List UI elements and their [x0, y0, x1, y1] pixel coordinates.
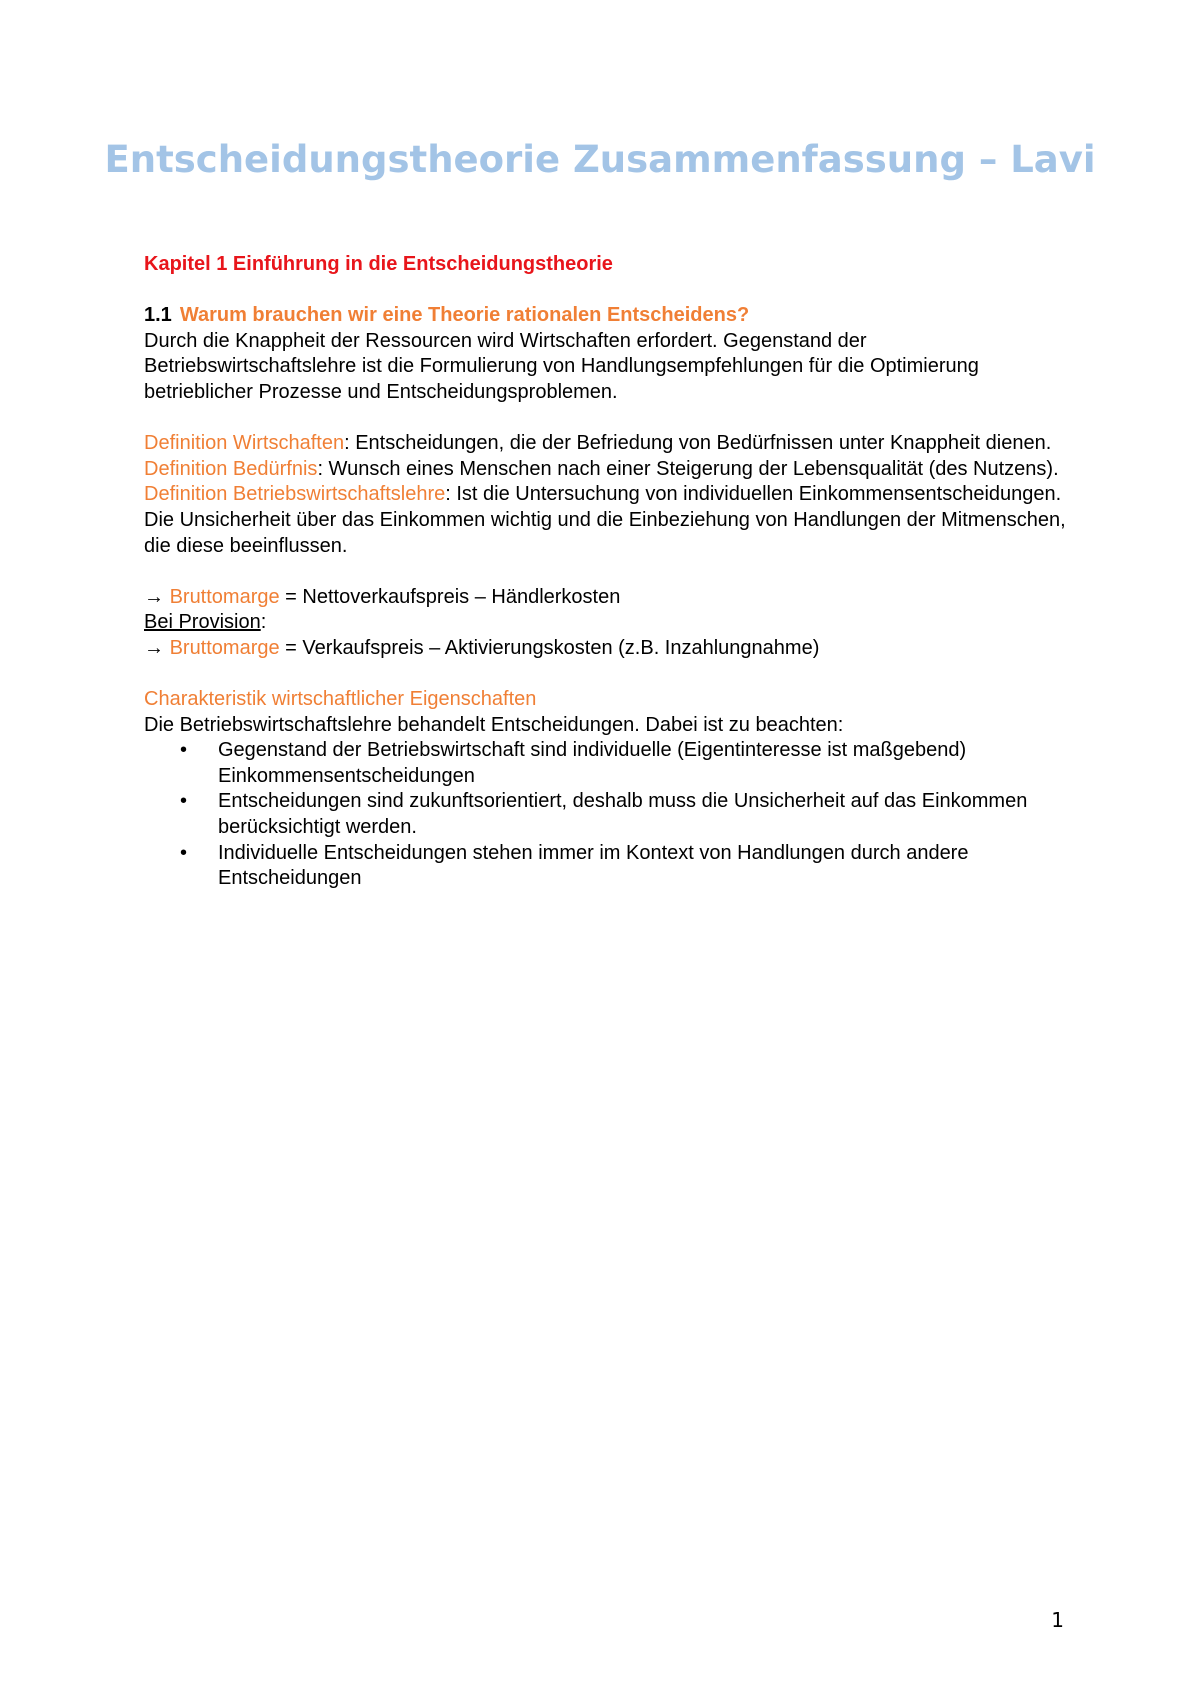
provision-label: Bei Provision — [144, 611, 261, 634]
arrow-icon: → — [144, 585, 164, 608]
chapter-heading: Kapitel 1 Einführung in die Entscheidungstheorie — [144, 253, 613, 275]
section-heading — [144, 303, 1074, 329]
spacer — [144, 406, 1074, 432]
definition-wirtschaften — [144, 431, 1074, 457]
formula-text: = Verkaufspreis – Aktivierungskosten (z.B. Inzahlungnahme) — [279, 636, 820, 659]
list-item — [144, 738, 1074, 789]
spacer — [144, 662, 1074, 688]
characteristics-heading: Charakteristik wirtschaftlicher Eigenschaften — [144, 688, 537, 711]
spacer — [144, 559, 1074, 585]
formula-bruttomarge-1 — [144, 585, 1074, 611]
formula-text: = Nettoverkaufspreis – Händlerkosten — [279, 585, 621, 608]
provision-colon: : — [260, 611, 267, 634]
list-item-text: Entscheidungen sind zukunftsorientiert, deshalb muss die Unsicherheit auf das Einkommen berücksichtigt werden. — [218, 790, 1028, 839]
definition-term: Definition Betriebswirtschaftslehre — [144, 483, 446, 506]
definition-text: : Ist die Untersuchung von individuellen Einkommensentscheidungen. Die Unsicherheit über das Einkommen wichtig und die Einbeziehung von Handlungen der Mitmenschen, die diese beeinflussen. — [144, 483, 1066, 557]
provision-label-line — [144, 610, 1074, 636]
bullet-icon: • — [180, 790, 188, 813]
list-item — [144, 789, 1074, 840]
bullet-icon: • — [180, 841, 188, 864]
section-title: Warum brauchen wir eine Theorie rationalen Entscheidens? — [179, 304, 750, 327]
characteristics-intro: Die Betriebswirtschaftslehre behandelt Entscheidungen. Dabei ist zu beachten: — [144, 713, 844, 736]
section-number: 1.1 — [144, 304, 172, 327]
list-item — [144, 841, 1074, 892]
definition-term: Definition Bedürfnis — [144, 457, 318, 480]
document-body — [144, 252, 1074, 892]
intro-paragraph: Durch die Knappheit der Ressourcen wird Wirtschaften erfordert. Gegenstand der Betriebswirtschaftslehre ist die Formulierung von Handlungsempfehlungen für die Optimierung betrieblicher Prozesse und Entscheidungsproblemen. — [144, 329, 979, 403]
page-number: 1 — [1051, 1608, 1064, 1632]
formula-term: Bruttomarge — [169, 585, 280, 608]
bullet-icon: • — [180, 739, 188, 762]
formula-bruttomarge-2 — [144, 636, 1074, 662]
list-item-text: Gegenstand der Betriebswirtschaft sind individuelle (Eigentinteresse ist maßgebend) Einkommensentscheidungen — [218, 739, 967, 787]
formula-term: Bruttomarge — [169, 636, 280, 659]
definition-term: Definition Wirtschaften — [144, 432, 345, 455]
definition-bwl — [144, 482, 1074, 559]
characteristics-list — [144, 738, 1074, 892]
definition-text: : Entscheidungen, die der Befriedung von Bedürfnissen unter Knappheit dienen. — [344, 432, 1052, 455]
arrow-icon: → — [144, 636, 164, 659]
definition-text: : Wunsch eines Menschen nach einer Steigerung der Lebensqualität (des Nutzens). — [317, 457, 1059, 480]
definition-beduerfnis — [144, 457, 1074, 483]
document-title: Entscheidungstheorie Zusammenfassung – Lavi — [104, 138, 1096, 181]
list-item-text: Individuelle Entscheidungen stehen immer im Kontext von Handlungen durch andere Entscheidungen — [218, 841, 969, 890]
